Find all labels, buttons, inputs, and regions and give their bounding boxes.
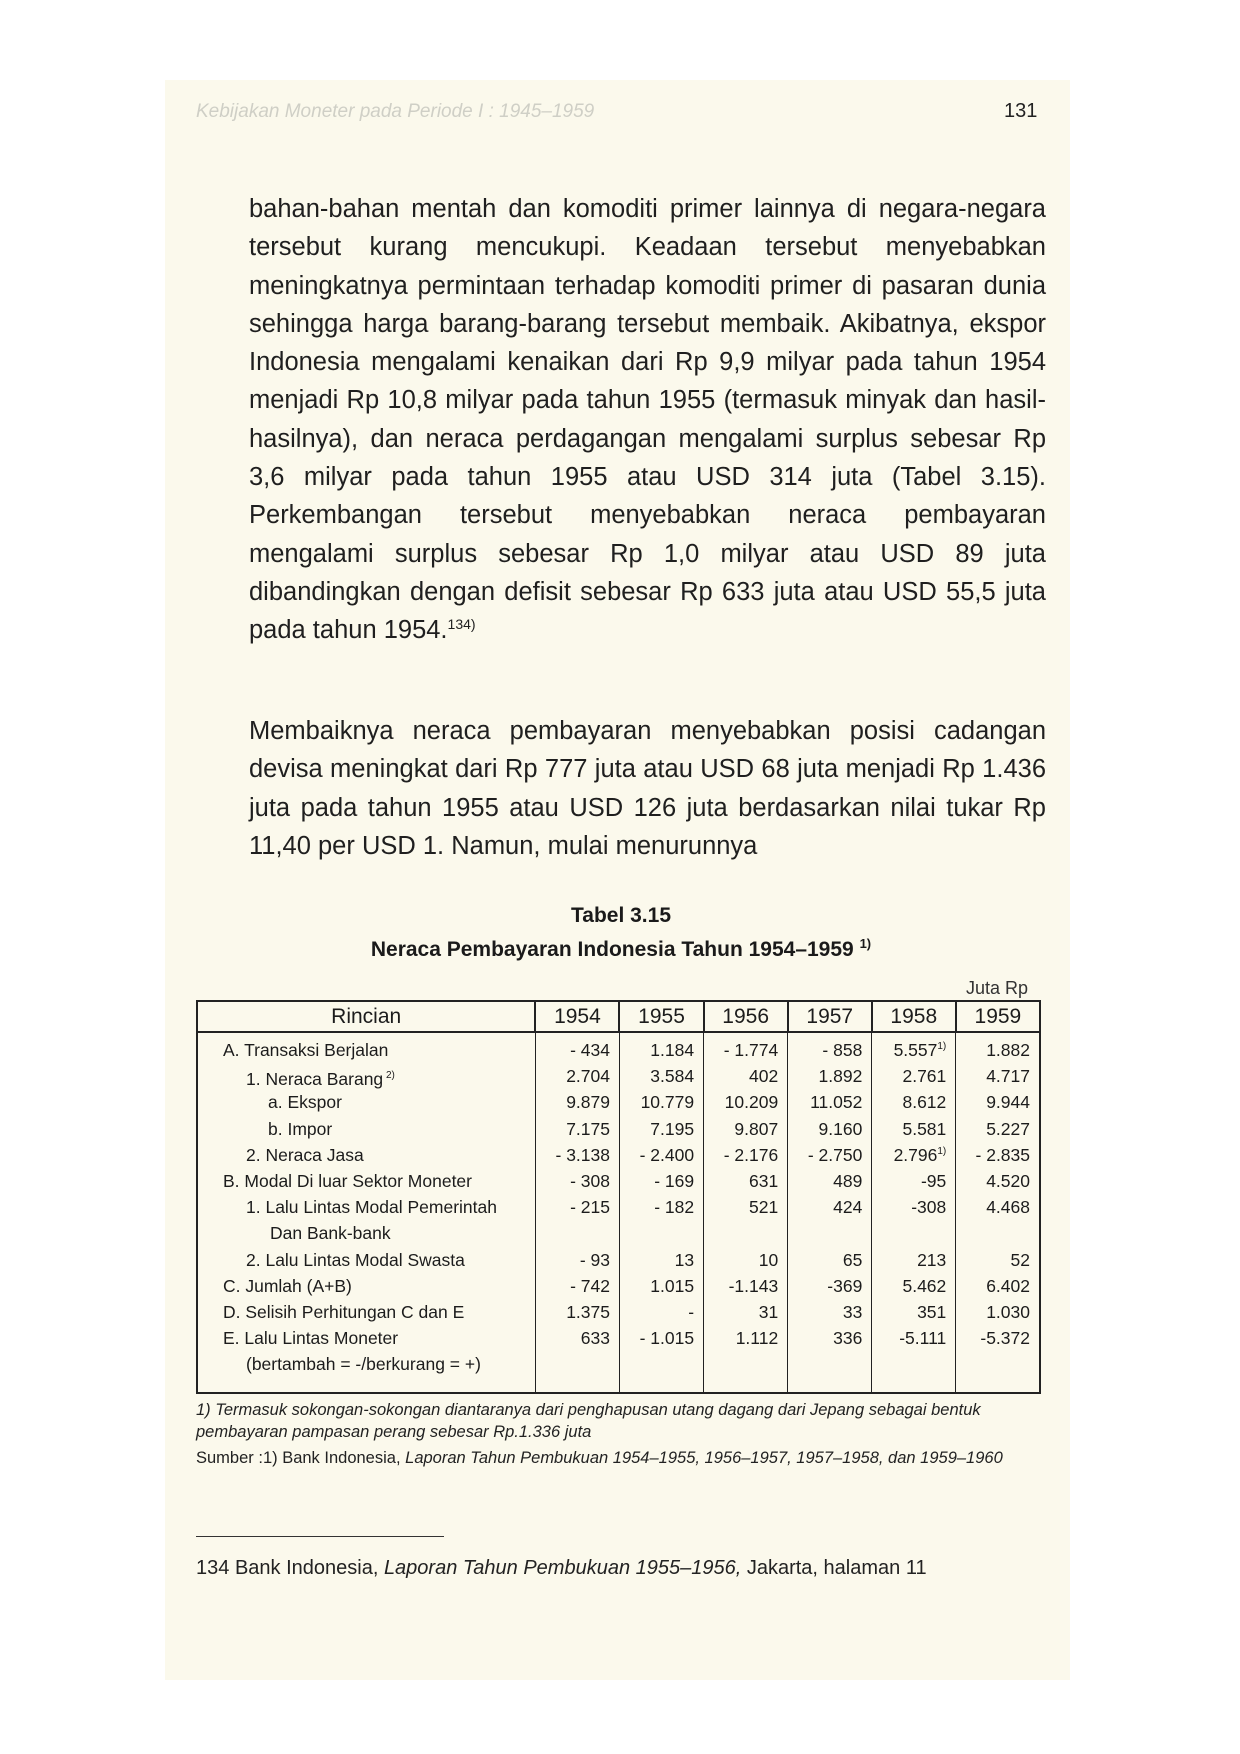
row-label [198,1116,535,1142]
table-cell-empty [536,1220,619,1246]
cell-value-text: -5.111 [899,1328,947,1349]
footnote-ref-134[interactable]: 134) [447,616,476,633]
row-label-text: 2. Neraca Jasa [246,1144,364,1165]
page-number: 131 [1004,100,1038,122]
year-column-1956 [704,1032,788,1393]
table-caption-text: Neraca Pembayaran Indonesia Tahun 1954–1959 [370,938,854,961]
table-cell-value [872,1247,955,1273]
column-header-rincian: Rincian [197,1001,535,1032]
row-label [198,1273,535,1299]
table-cell-value [536,1299,619,1325]
cell-value-text: 4.717 [986,1066,1030,1087]
cell-value-text: 3.584 [650,1066,695,1087]
row-label-continuation: (bertambah = -/berkurang = +) [246,1354,481,1375]
table-cell-empty [956,1220,1039,1246]
cell-value-text: 13 [674,1249,695,1270]
cell-value-text: 1.892 [818,1066,863,1087]
table-cell-value [704,1142,787,1168]
table-cell-value [704,1194,787,1220]
cell-value-text: 4.468 [986,1197,1030,1218]
value-column-lines [704,1033,787,1377]
table-cell-value [956,1168,1039,1194]
table-cell-value [536,1089,619,1115]
table-cell-empty [872,1351,955,1377]
footnote-prefix: Bank Indonesia, [234,1557,379,1579]
cell-value-text: 9.160 [818,1118,863,1139]
table-cell-value [620,1273,703,1299]
cell-value-text: - 93 [579,1249,610,1270]
table-cell-value [872,1194,955,1220]
row-label-continuation: Dan Bank-bank [270,1223,391,1244]
cell-value-text: 52 [1010,1249,1030,1270]
footnote-number: 134 [196,1557,230,1579]
cell-value-text: - 1.774 [723,1040,779,1060]
table-cell-value [536,1247,619,1273]
cell-value-text: 213 [917,1249,947,1270]
cell-value-text: 9.944 [986,1092,1030,1113]
table-cell-value [620,1142,703,1168]
source-title: Laporan Tahun Pembukuan 1954–1955, 1956–1957, 1957–1958, dan 1959–1960 [405,1449,1003,1467]
column-header-year: 1957 [788,1001,872,1032]
table-cell-value [704,1116,787,1142]
row-label-text: C. Jumlah (A+B) [223,1275,352,1296]
table-cell-value [620,1325,703,1351]
table-cell-value [788,1194,871,1220]
value-column-lines [620,1033,703,1377]
table-cell-value [872,1273,955,1299]
cell-value-text: 5.581 [902,1118,947,1139]
cell-value-text: 5.227 [986,1118,1030,1139]
footnote-134 [196,1557,927,1580]
footnote-title: Laporan Tahun Pembukuan 1955–1956, [383,1557,742,1579]
cell-value-text: 4.520 [986,1170,1030,1191]
table-cell-value [788,1299,871,1325]
table-cell-value [788,1247,871,1273]
year-column-1958 [872,1032,956,1393]
cell-value-text: 1.112 [735,1328,779,1349]
cell-value-text: 633 [580,1328,610,1349]
row-label [198,1037,535,1063]
table-cell-empty [872,1220,955,1246]
table-cell-value [536,1063,619,1089]
table-cell-value [788,1037,871,1063]
cell-value-text: - 742 [570,1275,610,1296]
table-cell-value [956,1089,1039,1115]
cell-value-text: - [688,1301,695,1322]
cell-value-text: 7.175 [566,1118,610,1139]
table-cell-value [704,1168,787,1194]
cell-value-text: -308 [911,1197,947,1218]
table-cell-value [536,1142,619,1168]
table-source [196,1447,1046,1469]
table-cell-value [956,1247,1039,1273]
table-cell-value [704,1273,787,1299]
cell-value-text: 424 [833,1197,863,1218]
table-cell-value [788,1116,871,1142]
year-column-1955 [619,1032,703,1393]
cell-value-text: 336 [833,1328,863,1349]
table-cell-value [704,1325,787,1351]
cell-value-text: 8.612 [902,1092,947,1113]
cell-value-text: -95 [920,1170,947,1191]
table-cell-value [536,1194,619,1220]
table-cell-value [872,1089,955,1115]
column-header-year: 1955 [619,1001,703,1032]
table-body-row [197,1032,1040,1393]
row-label [198,1063,535,1089]
cell-value-text: 1.375 [566,1301,610,1322]
row-label-text: 2. Lalu Lintas Modal Swasta [246,1249,465,1270]
table-cell-value [620,1063,703,1089]
cell-value-text: 351 [917,1301,947,1322]
cell-value-text: 11.052 [810,1092,863,1113]
table-cell-value [872,1299,955,1325]
cell-value-text: 65 [842,1249,863,1270]
table-cell-value [788,1142,871,1168]
table-cell-value [956,1063,1039,1089]
table-cell-value [956,1037,1039,1063]
cell-value-text: -1.143 [728,1275,779,1296]
label-column [197,1032,535,1393]
table-cell-value [788,1089,871,1115]
row-label [198,1247,535,1273]
table-cell-value [788,1325,871,1351]
cell-value-text: 10.779 [640,1092,695,1113]
cell-value-text: 2.796 [893,1144,938,1165]
table-caption [196,936,1046,962]
table-cell-value [620,1247,703,1273]
cell-value-text: 10 [758,1249,779,1270]
cell-value-text: 631 [749,1170,779,1191]
table-cell-value [872,1325,955,1351]
table-cell-value [956,1116,1039,1142]
cell-value-text: 10.209 [724,1092,779,1113]
row-label [198,1089,535,1115]
row-label-text: A. Transaksi Berjalan [223,1040,389,1060]
value-column-lines [536,1033,619,1377]
cell-value-text: - 2.835 [975,1144,1030,1165]
row-label [198,1325,535,1351]
cell-value-text: - 2.750 [807,1144,863,1165]
table-cell-value [788,1063,871,1089]
table-cell-empty [620,1220,703,1246]
row-label-text: b. Impor [268,1118,333,1139]
cell-value-text: - 434 [570,1040,610,1060]
table-cell-empty [788,1351,871,1377]
value-column-lines [788,1033,871,1377]
cell-value-text: 1.882 [986,1040,1030,1060]
table-cell-value [872,1168,955,1194]
table-cell-value [872,1116,955,1142]
table-cell-value [620,1089,703,1115]
table-cell-empty [704,1351,787,1377]
table-cell-value [704,1063,787,1089]
table-cell-empty [956,1351,1039,1377]
table-unit-label: Juta Rp [966,978,1029,998]
table-cell-value [788,1168,871,1194]
row-label [198,1299,535,1325]
row-label [198,1142,535,1168]
cell-value-text: 31 [758,1301,779,1322]
cell-value-text: 33 [842,1301,863,1322]
row-label-text: 1. Lalu Lintas Modal Pemerintah [246,1197,497,1218]
cell-value-text: 1.030 [986,1301,1030,1322]
table-cell-value [704,1299,787,1325]
column-header-year: 1954 [535,1001,619,1032]
table-cell-value [704,1089,787,1115]
column-header-year: 1956 [704,1001,788,1032]
table-cell-value [872,1063,955,1089]
cell-value-text: 5.557 [893,1040,938,1060]
table-caption-ref: 1) [859,936,872,951]
row-label-text: 1. Neraca Barang [246,1069,384,1090]
source-prefix: Sumber :1) Bank Indonesia, [196,1449,401,1467]
table-cell-value [788,1273,871,1299]
cell-value-text: - 858 [822,1040,863,1060]
table-label: Tabel 3.15 [571,904,671,927]
table-cell-value [872,1037,955,1063]
column-header-year: 1959 [956,1001,1040,1032]
table-cell-value [620,1168,703,1194]
label-column-lines [198,1033,535,1377]
table-cell-value [872,1142,955,1168]
cell-value-text: - 2.400 [639,1144,695,1165]
year-column-1959 [956,1032,1040,1393]
row-label-text: E. Lalu Lintas Moneter [223,1328,399,1349]
cell-value-text: 1.015 [650,1275,695,1296]
table-cell-value [620,1037,703,1063]
cell-value-text: - 3.138 [555,1144,610,1165]
paragraph-1-text: bahan-bahan mentah dan komoditi primer lainnya di negara-negara tersebut kurang mencukupi. Keadaan tersebut menyebabkan meningkatnya permintaan terhadap komoditi primer di pasaran dunia sehingga harga barang-barang tersebut membaik. Akibatnya, ekspor Indonesia mengalami kenaikan dari Rp 9,9 milyar pada tahun 1954 menjadi Rp 10,8 milyar pada tahun 1955 (termasuk minyak dan hasil-hasilnya), dan neraca perdagangan mengalami surplus sebesar Rp 3,6 milyar pada tahun 1955 atau USD 314 juta (Tabel 3.15). Perkembangan tersebut menyebabkan neraca pembayaran mengalami surplus sebesar Rp 1,0 milyar atau USD 89 juta dibandingkan dengan defisit sebesar Rp 633 juta atau USD 55,5 juta pada tahun 1954. [249,195,1046,645]
cell-value-text: 6.402 [986,1275,1030,1296]
row-label [198,1168,535,1194]
row-label-ref: 2) [383,1070,395,1082]
table-header-row [197,1001,1040,1032]
body-paragraph-2: Membaiknya neraca pembayaran menyebabkan posisi cadangan devisa meningkat dari Rp 777 juta atau USD 68 juta menjadi Rp 1.436 juta pada tahun 1955 atau USD 126 juta berdasarkan nilai tukar Rp 11,40 per USD 1. Namun, mulai menurunnya [249,717,1046,860]
year-column-1954 [535,1032,619,1393]
row-label-text: B. Modal Di luar Sektor Moneter [223,1170,472,1191]
cell-footnote-mark: 1) [937,1145,947,1157]
table-cell-empty [536,1351,619,1377]
footnote-suffix: Jakarta, halaman 11 [746,1557,927,1579]
cell-value-text: 489 [833,1170,863,1191]
table-cell-empty [620,1351,703,1377]
table-cell-value [956,1273,1039,1299]
cell-value-text: - 182 [654,1197,695,1218]
cell-value-text: - 2.176 [723,1144,779,1165]
running-header: Kebijakan Moneter pada Periode I : 1945–1959 [196,101,595,122]
cell-value-text: - 215 [570,1197,610,1218]
table-cell-value [620,1299,703,1325]
table-cell-value [620,1116,703,1142]
table-cell-value [956,1194,1039,1220]
table-cell-value [620,1194,703,1220]
cell-value-text: 521 [749,1197,779,1218]
cell-value-text: 5.462 [902,1275,947,1296]
table-cell-empty [704,1220,787,1246]
table-cell-empty [788,1220,871,1246]
cell-value-text: 1.184 [650,1040,695,1060]
year-column-1957 [788,1032,872,1393]
row-label [198,1194,535,1220]
cell-value-text: 2.761 [902,1066,947,1087]
cell-value-text: - 169 [654,1170,695,1191]
cell-value-text: 2.704 [566,1066,610,1087]
cell-value-text: 7.195 [650,1118,695,1139]
body-paragraph-1 [249,190,1046,650]
value-column-lines [956,1033,1039,1377]
cell-footnote-mark: 1) [937,1041,947,1052]
cell-value-text: - 308 [570,1170,610,1191]
cell-value-text: 402 [749,1066,779,1087]
table-cell-value [536,1037,619,1063]
table-footnote: 1) Termasuk sokongan-sokongan diantaranya dari penghapusan utang dagang dari Jepang sebagai bentuk pembayaran pampasan perang sebesar Rp.1.336 juta [196,1401,981,1441]
column-header-year: 1958 [872,1001,956,1032]
table-cell-value [536,1116,619,1142]
cell-value-text: -5.372 [980,1328,1030,1349]
balance-of-payments-table [196,1000,1041,1394]
table-cell-value [704,1247,787,1273]
table-cell-value [956,1142,1039,1168]
cell-value-text: - 1.015 [639,1328,695,1349]
table-cell-value [956,1299,1039,1325]
table-cell-value [704,1037,787,1063]
row-label-text: D. Selisih Perhitungan C dan E [223,1301,465,1322]
cell-value-text: 9.807 [734,1118,779,1139]
cell-value-text: 9.879 [566,1092,610,1113]
value-column-lines [872,1033,955,1377]
table-cell-value [536,1168,619,1194]
table-cell-value [956,1325,1039,1351]
footnote-divider [196,1536,444,1537]
row-label-text: a. Ekspor [268,1092,342,1113]
table-cell-value [536,1325,619,1351]
cell-value-text: -369 [827,1275,863,1296]
table-cell-value [536,1273,619,1299]
